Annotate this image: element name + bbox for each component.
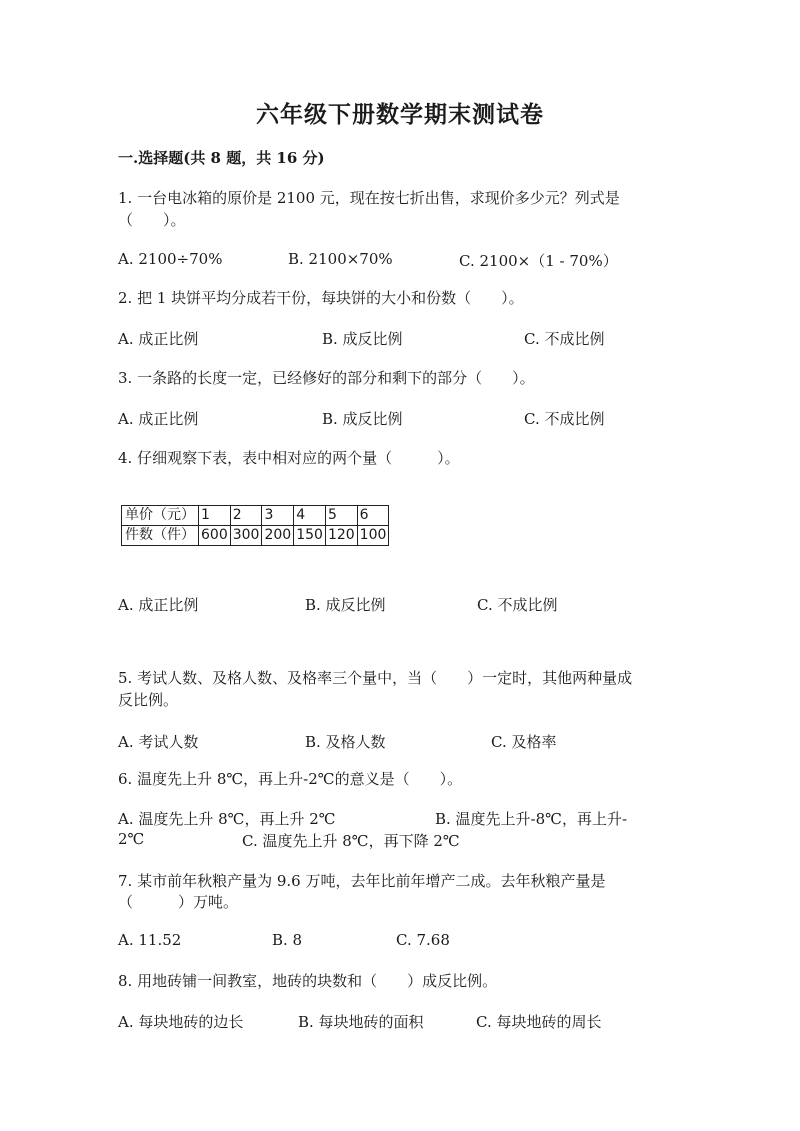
question-1-option-c: C. 2100×（1 - 70%） — [459, 252, 618, 270]
table-cell: 4 — [294, 506, 326, 526]
question-7-text-cont: （ ）万吨。 — [118, 893, 239, 911]
question-6-text: 6. 温度先上升 8℃，再上升-2℃的意义是（ ）。 — [118, 770, 463, 788]
table-cell: 150 — [294, 526, 326, 546]
table-cell: 5 — [325, 506, 357, 526]
question-2-option-a: A. 成正比例 — [118, 330, 199, 348]
table-cell: 3 — [262, 506, 294, 526]
table-cell: 600 — [199, 526, 231, 546]
question-1-option-b: B. 2100×70% — [288, 250, 393, 268]
table-cell: 100 — [357, 526, 389, 546]
question-1-text: 1. 一台电冰箱的原价是 2100 元，现在按七折出售，求现价多少元？列式是 — [118, 189, 620, 207]
question-8-option-b: B. 每块地砖的面积 — [298, 1013, 424, 1031]
question-4-option-b: B. 成反比例 — [305, 596, 386, 614]
question-4-option-c: C. 不成比例 — [477, 596, 558, 614]
table-cell: 300 — [230, 526, 262, 546]
question-1-text-cont: （ ）。 — [118, 211, 186, 229]
table-row — [122, 506, 389, 526]
question-6-option-a: A. 温度先上升 8℃，再上升 2℃ — [118, 810, 336, 828]
question-6-option-b-cont: 2℃ — [118, 830, 145, 848]
question-4-text: 4. 仔细观察下表，表中相对应的两个量（ ）。 — [118, 449, 460, 467]
question-8-option-c: C. 每块地砖的周长 — [476, 1013, 602, 1031]
question-5-text-cont: 反比例。 — [118, 691, 179, 709]
question-5-option-a: A. 考试人数 — [118, 733, 199, 751]
table-row-label: 件数（件） — [122, 526, 199, 546]
question-5-text: 5. 考试人数、及格人数、及格率三个量中，当（ ）一定时，其他两种量成 — [118, 669, 633, 687]
question-2-option-b: B. 成反比例 — [322, 330, 403, 348]
question-8-text: 8. 用地砖铺一间教室，地砖的块数和（ ）成反比例。 — [118, 972, 498, 990]
table-row — [122, 526, 389, 546]
question-3-option-b: B. 成反比例 — [322, 410, 403, 428]
question-3-option-a: A. 成正比例 — [118, 410, 199, 428]
question-2-option-c: C. 不成比例 — [524, 330, 605, 348]
table-cell: 200 — [262, 526, 294, 546]
question-8-option-a: A. 每块地砖的边长 — [118, 1013, 244, 1031]
question-7-option-a: A. 11.52 — [118, 931, 182, 949]
question-6-option-c: C. 温度先上升 8℃，再下降 2℃ — [242, 832, 460, 850]
page-title: 六年级下册数学期末测试卷 — [256, 101, 544, 128]
table-cell: 2 — [230, 506, 262, 526]
question-7-option-c: C. 7.68 — [396, 931, 450, 949]
table-cell: 6 — [357, 506, 389, 526]
table-row-label: 单价（元） — [122, 506, 199, 526]
question-4-option-a: A. 成正比例 — [118, 596, 199, 614]
section-heading: 一.选择题(共 8 题，共 16 分) — [118, 149, 325, 167]
question-5-option-c: C. 及格率 — [491, 733, 557, 751]
question-6-option-b: B. 温度先上升-8℃，再上升- — [435, 810, 628, 828]
question-7-option-b: B. 8 — [272, 931, 303, 949]
table-cell: 120 — [325, 526, 357, 546]
question-3-text: 3. 一条路的长度一定，已经修好的部分和剩下的部分（ ）。 — [118, 369, 535, 387]
price-quantity-table — [121, 505, 389, 546]
question-7-text: 7. 某市前年秋粮产量为 9.6 万吨，去年比前年增产二成。去年秋粮产量是 — [118, 872, 606, 890]
question-5-option-b: B. 及格人数 — [305, 733, 386, 751]
question-1-option-a: A. 2100÷70% — [118, 250, 223, 268]
table-cell: 1 — [199, 506, 231, 526]
question-2-text: 2. 把 1 块饼平均分成若干份，每块饼的大小和份数（ ）。 — [118, 289, 524, 307]
question-3-option-c: C. 不成比例 — [524, 410, 605, 428]
